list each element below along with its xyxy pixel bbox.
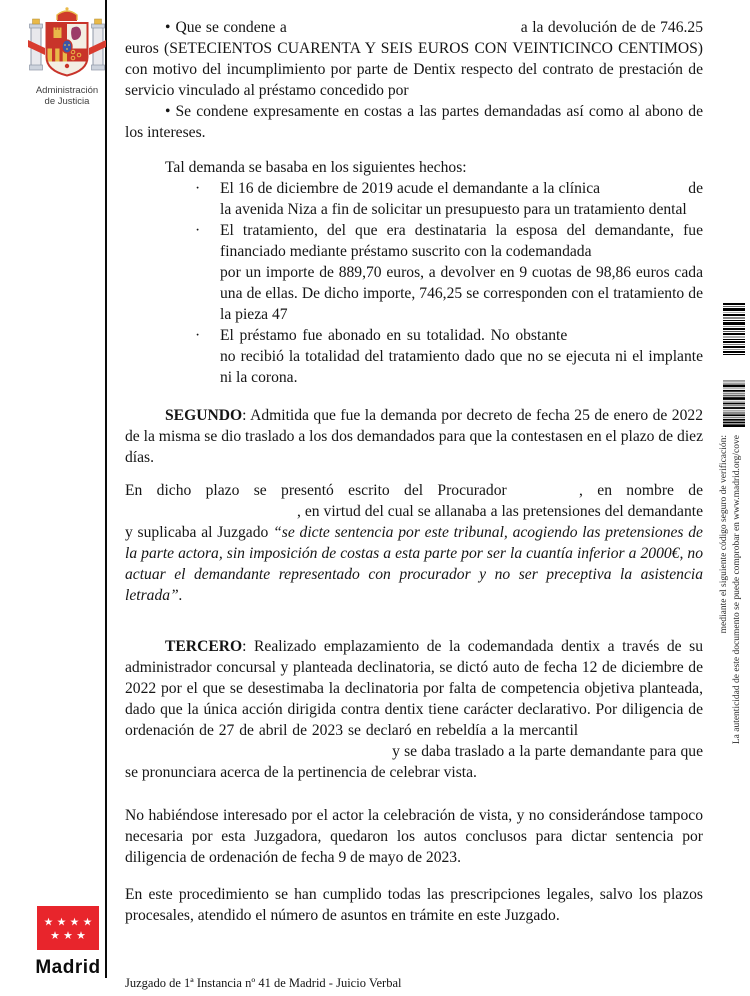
tercero-heading: TERCERO <box>165 638 243 655</box>
admin-label-line1: Administración <box>35 85 99 96</box>
redaction-gap <box>291 30 516 32</box>
allanamiento-quote: “se dicte sentencia por este tribunal, acogiendo las pretensiones de la parte actora, sin imposición de costas a esta parte por ser la cuantía inferior a 2000€, no actuar el demandante representado con procurador y no ser preceptiva la asistencia letrada”. <box>125 524 703 604</box>
fact2-text-a: El tratamiento, del que era destinataria la esposa del demandante, fue financiado mediante préstamo suscrito con la codemandada <box>220 222 703 260</box>
list-dot-marker: · <box>195 327 201 344</box>
fact1-text-a: El 16 de diciembre de 2019 acude el demandante a la clínica <box>220 180 601 197</box>
allanamiento-text-a: En dicho plazo se presentó escrito del Procurador <box>125 482 507 499</box>
list-dot-marker: · <box>195 222 201 239</box>
paragraph-segundo <box>125 405 703 468</box>
vista-text: No habiéndose interesado por el actor la celebración de vista, y no considerándose tampoco necesaria por esta Juzgadora, quedaron los autos conclusos para dictar sentencia por diligencia de ordenación de fecha 9 de mayo de 2023. <box>125 807 703 866</box>
facts-intro-text: Tal demanda se basaba en los siguientes hechos: <box>165 159 467 176</box>
allanamiento-text-b: , en nombre de <box>579 482 703 499</box>
segundo-heading: SEGUNDO <box>165 407 243 424</box>
fact1-text-b: de la avenida Niza a fin de solicitar un presupuesto para un tratamiento dental <box>220 180 703 218</box>
list-dot-marker: · <box>195 180 201 197</box>
claim2-text: Se condene expresamente en costas a las partes demandadas así como al abono de los intereses. <box>125 103 703 141</box>
claim-bullet-2 <box>125 101 703 143</box>
madrid-flag-icon <box>37 906 99 950</box>
spain-coat-of-arms-icon <box>28 7 106 77</box>
redaction-gap <box>125 514 297 516</box>
verification-note-line1: La autenticidad de este documento se puede comprobar en www.madrid.org/cove <box>732 435 742 745</box>
tercero-text-a: : Realizado emplazamiento de la codemandada dentix a través de su administrador concursal y planteada declinatoria, se dictó auto de fecha 12 de diciembre de 2022 por el que se desestimaba la declinatoria por falta de competencia objetiva planteada, dado que la única acción dirigida contra dentix tiene carácter declarativo. Por diligencia de ordenación de 27 de abril de 2023 se declaró en rebeldía a la mercantil <box>125 638 703 739</box>
administracion-de-justicia-logo <box>28 7 106 107</box>
facts-intro <box>125 157 703 178</box>
judgment-body <box>125 17 703 926</box>
bullet-marker: • <box>165 103 171 120</box>
madrid-logo <box>29 906 107 979</box>
claim1-text-a: Que se condene a <box>175 19 287 36</box>
fact-item-1 <box>125 178 703 220</box>
redaction-gap <box>521 493 579 495</box>
administracion-de-justicia-label <box>28 85 106 107</box>
claim1-text-b: a la devolución de de 746.25 euros (SETECIENTOS CUARENTA Y SEIS EUROS CON VEINTICINCO CENTIMOS) con motivo del incumplimiento por parte de Dentix respecto del contrato de prestación de servicio vinculado al préstamo concedido por <box>125 19 704 99</box>
paragraph-vista <box>125 805 703 868</box>
redaction-gap <box>604 191 684 193</box>
fact-item-3 <box>125 325 703 388</box>
fact2-text-b: por un importe de 889,70 euros, a devolver en 9 cuotas de 98,86 euros cada una de ellas. De dicho importe, 746,25 se corresponden con el tratamiento de la pieza 47 <box>220 264 703 323</box>
prescripciones-text: En este procedimiento se han cumplido todas las prescripciones legales, salvo los plazos procesales, atendido el número de asuntos en trámite en este Juzgado. <box>125 886 703 924</box>
left-margin-divider <box>105 0 107 978</box>
claim-bullet-1 <box>125 17 703 101</box>
barcode-bottom <box>723 380 745 427</box>
allanamiento-text-c: , en virtud del cual se allanaba a las pretensiones del demandante y suplicaba al Juzgado <box>125 503 703 541</box>
redaction-gap <box>573 338 703 340</box>
madrid-wordmark: Madrid <box>35 957 101 978</box>
admin-label-line2: de Justicia <box>44 96 90 107</box>
redaction-gap <box>583 733 703 735</box>
fact-item-2 <box>125 220 703 325</box>
bullet-marker: • <box>165 19 171 36</box>
verification-note <box>718 435 744 765</box>
segundo-text: : Admitida que fue la demanda por decreto de fecha 25 de enero de 2022 de la misma se dio traslado a los dos demandados para que la contestasen en el plazo de diez días. <box>125 407 703 466</box>
redaction-gap <box>125 754 388 756</box>
barcode-top <box>723 303 745 355</box>
paragraph-prescripciones <box>125 884 703 926</box>
paragraph-tercero <box>125 636 703 783</box>
tercero-text-b: y se daba traslado a la parte demandante para que se pronunciara acerca de la pertinencia de celebrar vista. <box>125 743 703 781</box>
fact3-text-b: no recibió la totalidad del tratamiento dado que no se ejecuta ni el implante ni la corona. <box>220 348 703 386</box>
paragraph-allanamiento <box>125 480 703 606</box>
fact3-text-a: El préstamo fue abonado en su totalidad. No obstante <box>220 327 568 344</box>
footer-court-name: Juzgado de 1ª Instancia nº 41 de Madrid - Juicio Verbal <box>125 976 402 990</box>
verification-note-line2: mediante el siguiente código seguro de verificación: <box>719 435 729 634</box>
